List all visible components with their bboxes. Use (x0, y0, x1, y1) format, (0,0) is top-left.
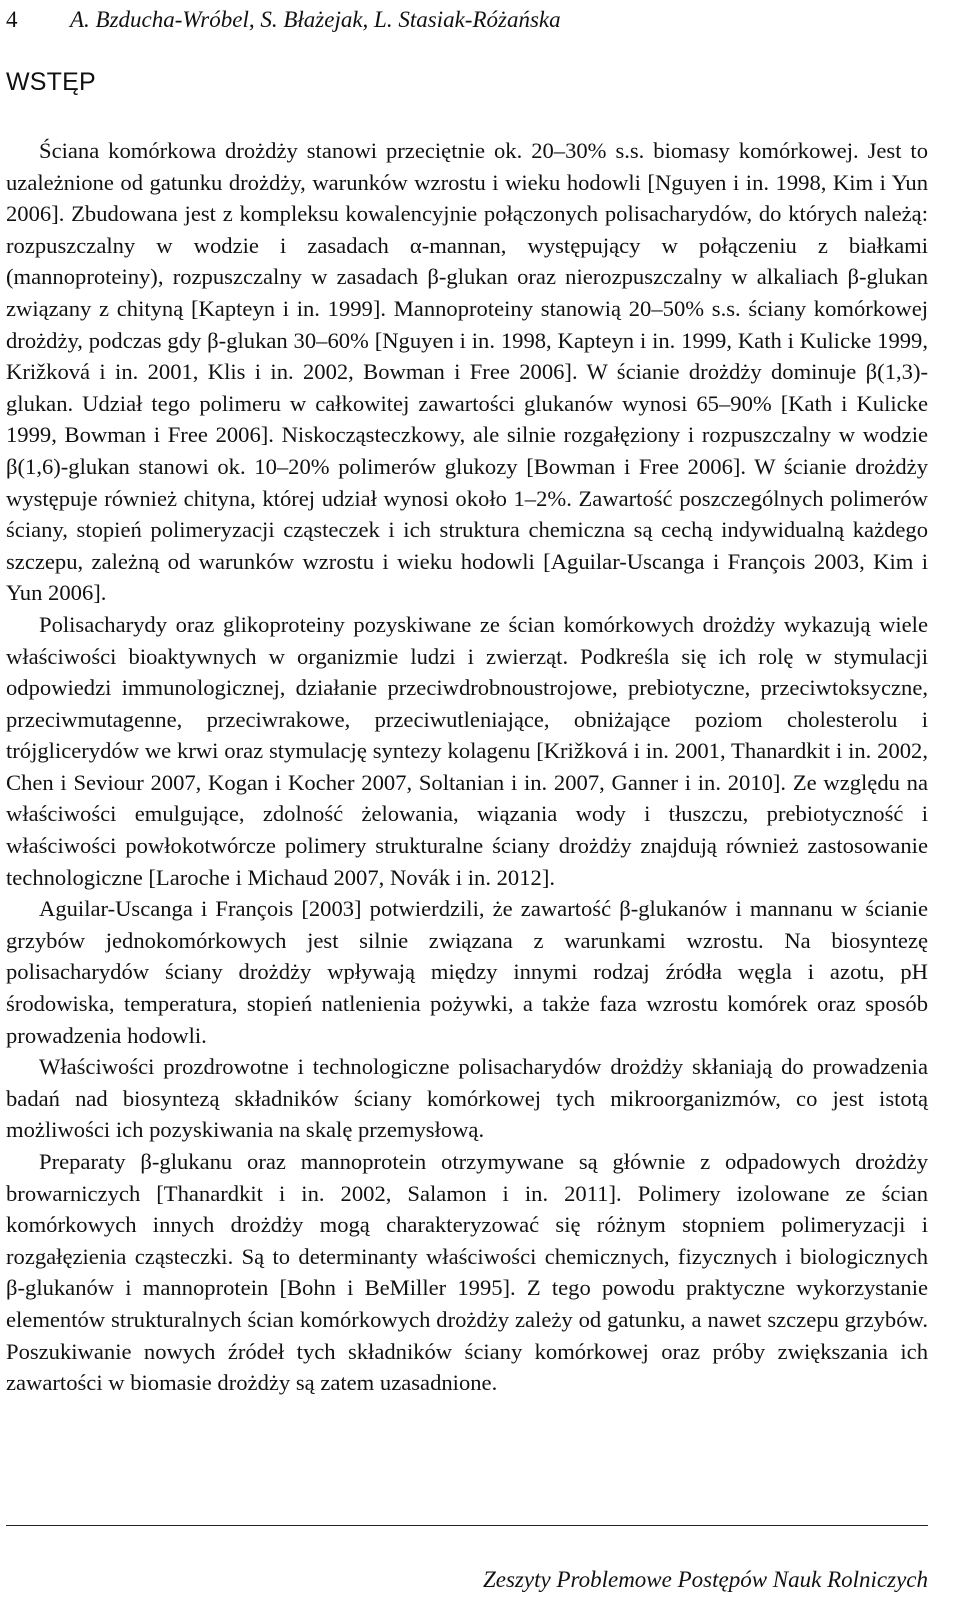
journal-footer: Zeszyty Problemowe Postępów Nauk Rolniczych (482, 1567, 928, 1592)
paragraph-1: Ściana komórkowa drożdży stanowi przeciętnie ok. 20–30% s.s. biomasy komórkowej. Jest to uzależnione od gatunku drożdży, warunków wzrostu i wieku hodowli [Nguyen i in. 1998, Kim i Yun 2006]. Zbudowana jest z kompleksu kowalencyjnie połączonych polisacharydów, do których należą: rozpuszczalny w wodzie i zasadach α-mannan, występujący w połączeniu z białkami (mannoproteiny), rozpuszczalny w zasadach β-glukan oraz nierozpuszczalny w alkaliach β-glukan związany z chityną [Kapteyn i in. 1999]. Mannoproteiny stanowią 20–50% s.s. ściany komórkowej drożdży, podczas gdy β-glukan 30–60% [Nguyen i in. 1998, Kapteyn i in. 1999, Kath i Kulicke 1999, Križková i in. 2001, Klis i in. 2002, Bowman i Free 2006]. W ścianie drożdży dominuje β(1,3)-glukan. Udział tego polimeru w całkowitej zawartości glukanów wynosi 65–90% [Kath i Kulicke 1999, Bowman i Free 2006]. Niskocząsteczkowy, ale silnie rozgałęziony i rozpuszczalny w wodzie β(1,6)-glukan stanowi ok. 10–20% polimerów glukozy [Bowman i Free 2006]. W ścianie drożdży występuje również chityna, której udział wynosi około 1–2%. Zawartość poszczególnych polimerów ściany, stopień polimeryzacji cząsteczek i ich struktura chemiczna są cechą indywidualną każdego szczepu, zależną od warunków wzrostu i wieku hodowli [Aguilar-Uscanga i François 2003, Kim i Yun 2006]. (6, 138, 928, 606)
running-header (6, 2, 932, 38)
footer-divider (6, 1525, 928, 1526)
section-heading: WSTĘP (6, 68, 96, 96)
body-text (6, 135, 928, 1399)
paragraph-5: Preparaty β-glukanu oraz mannoprotein otrzymywane są głównie z odpadowych drożdży browarniczych [Thanardkit i in. 2002, Salamon i in. 2011]. Polimery izolowane ze ścian komórkowych innych drożdży mogą charakteryzować się różnym stopniem polimeryzacji i rozgałęzienia cząsteczki. Są to determinanty właściwości chemicznych, fizycznych i biologicznych β-glukanów i mannoprotein [Bohn i BeMiller 1995]. Z tego powodu praktyczne wykorzystanie elementów strukturalnych ścian komórkowych drożdży zależy od gatunku, a nawet szczepu grzybów. Poszukiwanie nowych źródeł tych składników ściany komórkowej oraz próby zwiększania ich zawartości w biomasie drożdży są zatem uzasadnione. (6, 1149, 928, 1396)
header-authors: A. Bzducha-Wróbel, S. Błażejak, L. Stasiak-Różańska (70, 7, 561, 32)
paragraph-2: Polisacharydy oraz glikoproteiny pozyskiwane ze ścian komórkowych drożdży wykazują wiele właściwości bioaktywnych w organizmie ludzi i zwierząt. Podkreśla się ich rolę w stymulacji odpowiedzi immunologicznej, działanie przeciwdrobnoustrojowe, prebiotyczne, przeciwtoksyczne, przeciwmutagenne, przeciwrakowe, przeciwutleniające, obniżające poziom cholesterolu i trójglicerydów we krwi oraz stymulację syntezy kolagenu [Križková i in. 2001, Thanardkit i in. 2002, Chen i Seviour 2007, Kogan i Kocher 2007, Soltanian i in. 2007, Ganner i in. 2010]. Ze względu na właściwości emulgujące, zdolność żelowania, wiązania wody i tłuszczu, prebiotyczność i właściwości powłokotwórcze polimery strukturalne ściany drożdży znajdują również zastosowanie technologiczne [Laroche i Michaud 2007, Novák i in. 2012]. (6, 611, 928, 890)
paragraph-4: Właściwości prozdrowotne i technologiczne polisacharydów drożdży skłaniają do prowadzenia badań nad biosyntezą składników ściany komórkowej tych mikroorganizmów, co jest istotą możliwości ich pozyskiwania na skalę przemysłową. (6, 1054, 928, 1143)
paragraph-3: Aguilar-Uscanga i François [2003] potwierdzili, że zawartość β-glukanów i mannanu w ścianie grzybów jednokomórkowych jest silnie związana z warunkami wzrostu. Na biosyntezę polisacharydów ściany drożdży wpływają między innymi rodzaj źródła węgla i azotu, pH środowiska, temperatura, stopień natlenienia pożywki, a także faza wzrostu komórek oraz sposób prowadzenia hodowli. (6, 896, 928, 1048)
page-number: 4 (6, 7, 18, 32)
